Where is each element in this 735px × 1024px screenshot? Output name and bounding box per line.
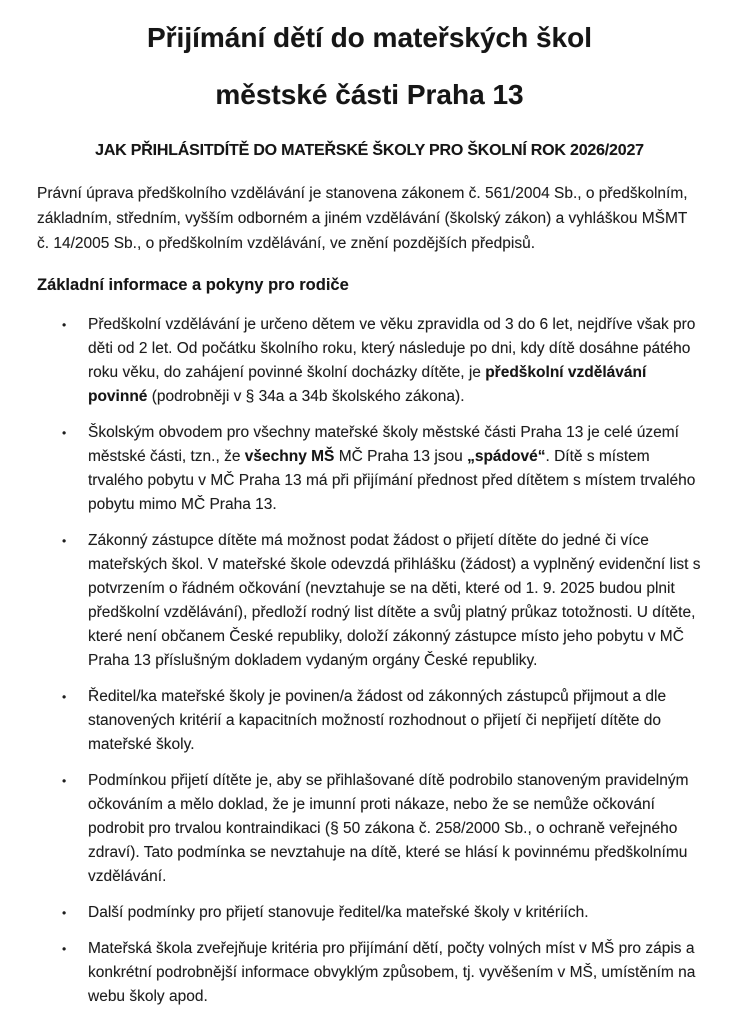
list-item	[37, 685, 702, 757]
list-item-text	[88, 316, 695, 405]
text-segment: MČ Praha 13 jsou	[334, 448, 468, 466]
bold-text-segment: všechny MŠ	[244, 448, 335, 466]
document-title-line1: Přijímání dětí do mateřských škol	[146, 22, 593, 53]
list-item-text	[88, 688, 666, 753]
section-heading: Základní informace a pokyny pro rodiče	[37, 276, 349, 295]
list-item	[37, 937, 702, 1009]
list-item-text	[88, 424, 695, 513]
document-subtitle: JAK PŘIHLÁSITDÍTĚ DO MATEŘSKÉ ŠKOLY PRO ŠKOLNÍ ROK 2026/2027	[95, 142, 644, 160]
text-segment: (podrobněji v § 34a a 34b školského zákona).	[147, 388, 465, 406]
bullet-marker: •	[62, 318, 67, 333]
bullet-marker: •	[62, 690, 67, 705]
list-item-text	[88, 772, 689, 885]
list-item-text	[88, 940, 695, 1005]
text-segment: Školským obvodem pro všechny mateřské školy městské části Praha 13 je celé území městské části, tzn., že	[88, 424, 679, 466]
bullet-marker: •	[62, 534, 67, 549]
bullet-marker: •	[62, 906, 67, 921]
text-segment: Zákonný zástupce dítěte má možnost podat žádost o přijetí dítěte do jedné či více mateřských škol. V mateřské škole odevzdá přihlášku (žádost) a vyplněný evidenční list s potvrzením o řádném očkování (nevztahuje se na děti, které od 1. 9. 2025 budou plnit předškolní vzdělávání), předloží rodný list dítěte a svůj platný průkaz totožnosti. U dítěte, které není občanem České republiky, doloží zákonný zástupce místo jeho pobytu v MČ Praha 13 příslušným dokladem vydaným orgány České republiky.	[88, 532, 701, 670]
bullet-marker: •	[62, 774, 67, 789]
list-item	[37, 421, 702, 517]
list-item-text	[88, 904, 589, 921]
bold-text-segment: předškolní vzdělávání povinné	[88, 364, 647, 406]
bullet-list	[37, 313, 702, 1009]
bullet-marker: •	[62, 942, 67, 957]
text-segment: Mateřská škola zveřejňuje kritéria pro přijímání dětí, počty volných míst v MŠ pro zápis a konkrétní podrobnější informace obvyklým způsobem, tj. vyvěšením v MŠ, umístěním na webu školy apod.	[88, 940, 696, 1006]
text-segment: . Dítě s místem trvalého pobytu v MČ Praha 13 má při přijímání přednost před dítětem s místem trvalého pobytu mimo MČ Praha 13.	[88, 448, 696, 514]
list-item	[37, 769, 702, 889]
bold-text-segment: „spádové“	[467, 448, 546, 466]
intro-paragraph: Právní úprava předškolního vzdělávání je stanovena zákonem č. 561/2004 Sb., o předškolním, základním, středním, vyšším odborném a jiném vzdělávání (školský zákon) a vyhláškou MŠMT č. 14/2005 Sb., o předškolním vzdělávání, ve znění pozdějších předpisů.	[37, 185, 688, 253]
list-item	[37, 313, 702, 409]
bullet-marker: •	[62, 426, 67, 441]
document-title-line2: městské části Praha 13	[215, 79, 524, 111]
list-item	[37, 529, 702, 673]
text-segment: Další podmínky pro přijetí stanovuje ředitel/ka mateřské školy v kritériích.	[88, 904, 589, 922]
text-segment: Podmínkou přijetí dítěte je, aby se přihlašované dítě podrobilo stanoveným pravidelným očkováním a mělo doklad, že je imunní proti nákaze, nebo že se nemůže očkování podrobit pro trvalou kontraindikaci (§ 50 zákona č. 258/2000 Sb., o ochraně veřejného zdraví). Tato podmínka se nevztahuje na dítě, které se hlásí k povinnému předškolnímu vzdělávání.	[88, 772, 689, 886]
list-item	[37, 901, 702, 925]
text-segment: Předškolní vzdělávání je určeno dětem ve věku zpravidla od 3 do 6 let, nejdříve však pro děti od 2 let. Od počátku školního roku, který následuje po dni, kdy dítě dosáhne pátého roku věku, do zahájení povinné školní docházky dítěte, je	[88, 316, 696, 382]
list-item-text	[88, 532, 701, 669]
text-segment: Ředitel/ka mateřské školy je povinen/a žádost od zákonných zástupců přijmout a dle stanovených kritérií a kapacitních možností rozhodnout o přijetí či nepřijetí dítěte do mateřské školy.	[88, 688, 667, 754]
